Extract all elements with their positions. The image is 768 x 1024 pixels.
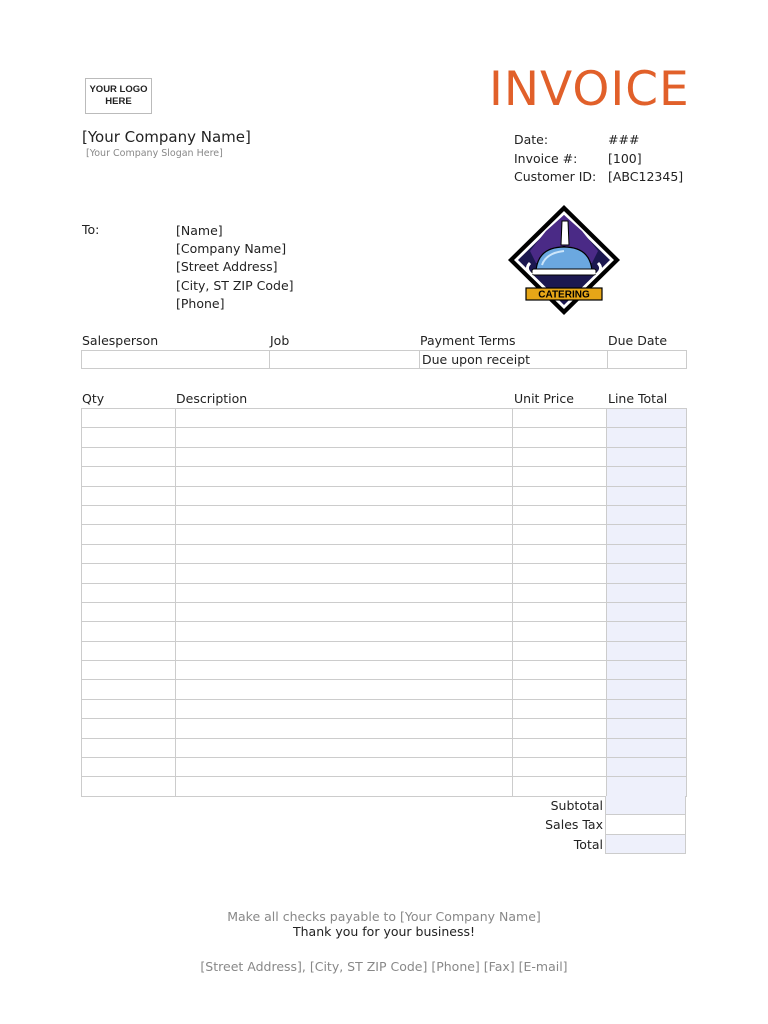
- unit-price-cell[interactable]: [513, 602, 607, 621]
- description-cell[interactable]: [175, 699, 512, 718]
- unit-price-cell[interactable]: [513, 641, 607, 660]
- subtotal-label: Subtotal: [550, 798, 603, 813]
- description-cell[interactable]: [175, 738, 512, 757]
- meta-customer-id: [514, 168, 683, 187]
- line-total-cell[interactable]: [607, 583, 687, 602]
- line-items-table: [81, 408, 687, 797]
- description-cell[interactable]: [175, 622, 512, 641]
- invoice-meta: [514, 131, 683, 187]
- description-cell[interactable]: [175, 661, 512, 680]
- invoice-title: INVOICE: [489, 62, 690, 117]
- qty-cell[interactable]: [82, 544, 176, 563]
- sales-tax-label: Sales Tax: [545, 817, 603, 833]
- unit-price-cell[interactable]: [513, 564, 607, 583]
- unit-price-cell[interactable]: [513, 680, 607, 699]
- qty-cell[interactable]: [82, 602, 176, 621]
- meta-value: ###: [608, 132, 640, 147]
- header-description: Description: [176, 391, 248, 406]
- line-total-cell[interactable]: [607, 777, 687, 796]
- subtotal-value[interactable]: [605, 796, 686, 815]
- table-row: [82, 758, 687, 777]
- description-cell[interactable]: [175, 602, 512, 621]
- total-row: [500, 835, 686, 854]
- job-field[interactable]: [270, 351, 420, 368]
- description-cell[interactable]: [175, 486, 512, 505]
- bill-to-company: [Company Name]: [176, 241, 287, 257]
- line-total-cell[interactable]: [607, 409, 687, 428]
- table-row: [82, 680, 687, 699]
- footer-thank-you: Thank you for your business!: [292, 924, 476, 939]
- qty-cell[interactable]: [82, 428, 176, 447]
- meta-invoice-number: [514, 150, 683, 169]
- table-row: [82, 699, 687, 718]
- table-row: [82, 544, 687, 563]
- unit-price-cell[interactable]: [513, 738, 607, 757]
- table-row: [82, 738, 687, 757]
- line-total-cell[interactable]: [607, 622, 687, 641]
- description-cell[interactable]: [175, 447, 512, 466]
- bill-to-name: [Name]: [176, 223, 223, 238]
- totals-section: [500, 796, 686, 854]
- unit-price-cell[interactable]: [513, 719, 607, 738]
- unit-price-cell[interactable]: [513, 544, 607, 563]
- sales-tax-row: [500, 815, 686, 834]
- table-row: [82, 622, 687, 641]
- qty-cell[interactable]: [82, 447, 176, 466]
- unit-price-cell[interactable]: [513, 777, 607, 796]
- table-row: [82, 583, 687, 602]
- qty-cell[interactable]: [82, 641, 176, 660]
- unit-price-cell[interactable]: [513, 447, 607, 466]
- logo-text-1: YOUR LOGO: [89, 84, 148, 95]
- meta-label: Customer ID:: [514, 169, 597, 184]
- description-cell[interactable]: [175, 525, 512, 544]
- line-total-cell[interactable]: [607, 428, 687, 447]
- line-total-cell[interactable]: [607, 447, 687, 466]
- footer-checks-payable: Make all checks payable to [Your Company Name]: [227, 909, 541, 924]
- description-cell[interactable]: [175, 583, 512, 602]
- description-cell[interactable]: [175, 680, 512, 699]
- description-cell[interactable]: [175, 564, 512, 583]
- table-row: [82, 719, 687, 738]
- header-qty: Qty: [82, 391, 105, 406]
- table-row: [82, 505, 687, 524]
- qty-cell[interactable]: [82, 738, 176, 757]
- total-value[interactable]: [605, 835, 686, 854]
- unit-price-cell[interactable]: [513, 428, 607, 447]
- table-row: [82, 564, 687, 583]
- description-cell[interactable]: [175, 544, 512, 563]
- qty-cell[interactable]: [82, 699, 176, 718]
- subtotal-row: [500, 796, 686, 815]
- unit-price-cell[interactable]: [513, 622, 607, 641]
- header-unit-price: Unit Price: [514, 391, 574, 406]
- qty-cell[interactable]: [82, 583, 176, 602]
- sales-tax-value[interactable]: [605, 815, 686, 834]
- footer-contact: [Street Address], [City, ST ZIP Code] [Phone] [Fax] [E-mail]: [200, 959, 568, 974]
- line-total-cell[interactable]: [607, 641, 687, 660]
- meta-date: [514, 131, 683, 150]
- table-row: [82, 661, 687, 680]
- line-total-cell[interactable]: [607, 699, 687, 718]
- unit-price-cell[interactable]: [513, 661, 607, 680]
- table-row: [82, 467, 687, 486]
- info-table: [81, 350, 687, 369]
- qty-cell[interactable]: [82, 622, 176, 641]
- qty-cell[interactable]: [82, 525, 176, 544]
- header-due-date: Due Date: [608, 333, 668, 348]
- description-cell[interactable]: [175, 641, 512, 660]
- catering-cloche-icon: [506, 203, 622, 317]
- line-total-cell[interactable]: [607, 661, 687, 680]
- qty-cell[interactable]: [82, 564, 176, 583]
- table-row: [82, 428, 687, 447]
- header-line-total: Line Total: [608, 391, 668, 406]
- header-payment-terms: Payment Terms: [420, 333, 516, 348]
- logo-placeholder: [85, 78, 152, 114]
- table-row: [82, 409, 687, 428]
- unit-price-cell[interactable]: [513, 467, 607, 486]
- description-cell[interactable]: [175, 719, 512, 738]
- meta-label: Invoice #:: [514, 150, 578, 166]
- line-total-cell[interactable]: [607, 486, 687, 505]
- logo-text-2: HERE: [105, 96, 132, 107]
- table-row: [82, 641, 687, 660]
- bill-to-label: To:: [82, 222, 100, 237]
- description-cell[interactable]: [175, 758, 512, 777]
- company-name: [Your Company Name]: [82, 128, 251, 146]
- unit-price-cell[interactable]: [513, 699, 607, 718]
- description-cell[interactable]: [175, 409, 512, 428]
- header-salesperson: Salesperson: [82, 333, 159, 348]
- table-row: [82, 777, 687, 796]
- qty-cell[interactable]: [82, 758, 176, 777]
- line-total-cell[interactable]: [607, 525, 687, 544]
- meta-value: [ABC12345]: [608, 169, 684, 184]
- meta-value: [100]: [608, 150, 642, 166]
- description-cell[interactable]: [175, 467, 512, 486]
- unit-price-cell[interactable]: [513, 409, 607, 428]
- catering-label: CATERING: [538, 289, 590, 301]
- qty-cell[interactable]: [82, 777, 176, 796]
- company-slogan: [Your Company Slogan Here]: [86, 148, 223, 159]
- header-job: Job: [270, 333, 290, 348]
- payment-terms-field[interactable]: Due upon receipt: [420, 351, 608, 368]
- qty-cell[interactable]: [82, 505, 176, 524]
- meta-label: Date:: [514, 132, 549, 147]
- line-total-cell[interactable]: [607, 467, 687, 486]
- bill-to-street: [Street Address]: [176, 259, 278, 275]
- unit-price-cell[interactable]: [513, 525, 607, 544]
- qty-cell[interactable]: [82, 719, 176, 738]
- bill-to-address: [176, 222, 294, 313]
- line-total-cell[interactable]: [607, 719, 687, 738]
- due-date-field[interactable]: [608, 351, 686, 368]
- description-cell[interactable]: [175, 777, 512, 796]
- line-total-cell[interactable]: [607, 758, 687, 777]
- unit-price-cell[interactable]: [513, 486, 607, 505]
- line-total-cell[interactable]: [607, 738, 687, 757]
- line-total-cell[interactable]: [607, 680, 687, 699]
- qty-cell[interactable]: [82, 409, 176, 428]
- line-total-cell[interactable]: [607, 564, 687, 583]
- table-row: [82, 447, 687, 466]
- bill-to-phone: [Phone]: [176, 295, 225, 311]
- catering-logo: [506, 203, 622, 317]
- unit-price-cell[interactable]: [513, 758, 607, 777]
- qty-cell[interactable]: [82, 467, 176, 486]
- qty-cell[interactable]: [82, 680, 176, 699]
- line-total-cell[interactable]: [607, 602, 687, 621]
- line-total-cell[interactable]: [607, 544, 687, 563]
- description-cell[interactable]: [175, 505, 512, 524]
- description-cell[interactable]: [175, 428, 512, 447]
- qty-cell[interactable]: [82, 486, 176, 505]
- bill-to-city: [City, ST ZIP Code]: [176, 277, 294, 293]
- qty-cell[interactable]: [82, 661, 176, 680]
- total-label: Total: [573, 836, 603, 852]
- salesperson-field[interactable]: [82, 351, 270, 368]
- table-row: [82, 486, 687, 505]
- unit-price-cell[interactable]: [513, 505, 607, 524]
- unit-price-cell[interactable]: [513, 583, 607, 602]
- table-row: [82, 525, 687, 544]
- table-row: [82, 602, 687, 621]
- line-total-cell[interactable]: [607, 505, 687, 524]
